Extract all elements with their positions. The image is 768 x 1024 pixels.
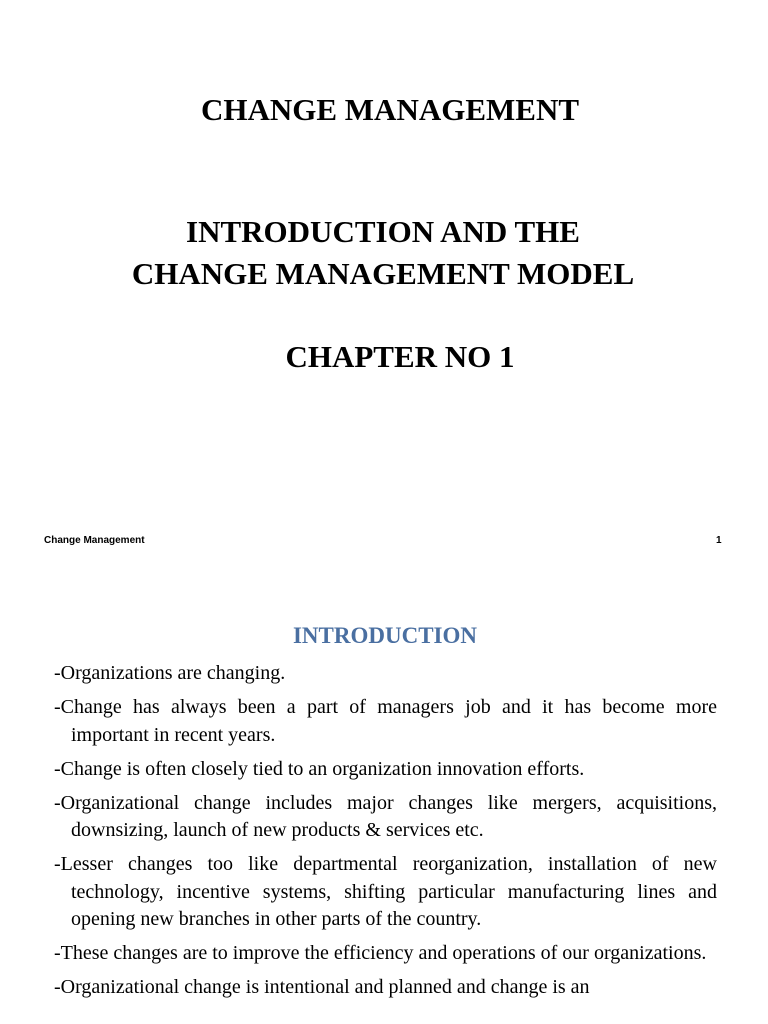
page-number: 1 bbox=[716, 535, 722, 546]
bullet-item: -Organizational change includes major changes like mergers, acquisitions, downsizing, launch of new products & services etc. bbox=[54, 791, 717, 841]
bullet-item: -Change is often closely tied to an organization innovation efforts. bbox=[54, 757, 585, 780]
bullet-item: -Organizational change is intentional and planned and change is an bbox=[54, 976, 590, 998]
section-heading: INTRODUCTION bbox=[292, 623, 478, 648]
bullet-list bbox=[54, 660, 717, 1008]
document-title: CHANGE MANAGEMENT bbox=[200, 92, 580, 127]
subtitle-line-1: INTRODUCTION AND THE bbox=[186, 214, 580, 249]
bullet-item: -Change has always been a part of managers job and it has become more important in recent years. bbox=[54, 696, 717, 746]
subtitle-line-2: CHANGE MANAGEMENT MODEL bbox=[131, 256, 635, 291]
chapter-label: CHAPTER NO 1 bbox=[285, 339, 515, 374]
introduction-slide bbox=[0, 560, 768, 1024]
footer-title: Change Management bbox=[44, 535, 145, 546]
bullet-item: -Organizations are changing. bbox=[54, 662, 286, 684]
bullet-item: -These changes are to improve the efficiency and operations of our organizations. bbox=[54, 942, 707, 964]
bullet-item: -Lesser changes too like departmental reorganization, installation of new technology, incentive systems, shifting particular manufacturing lines and opening new branches in other parts of the country. bbox=[54, 853, 717, 930]
